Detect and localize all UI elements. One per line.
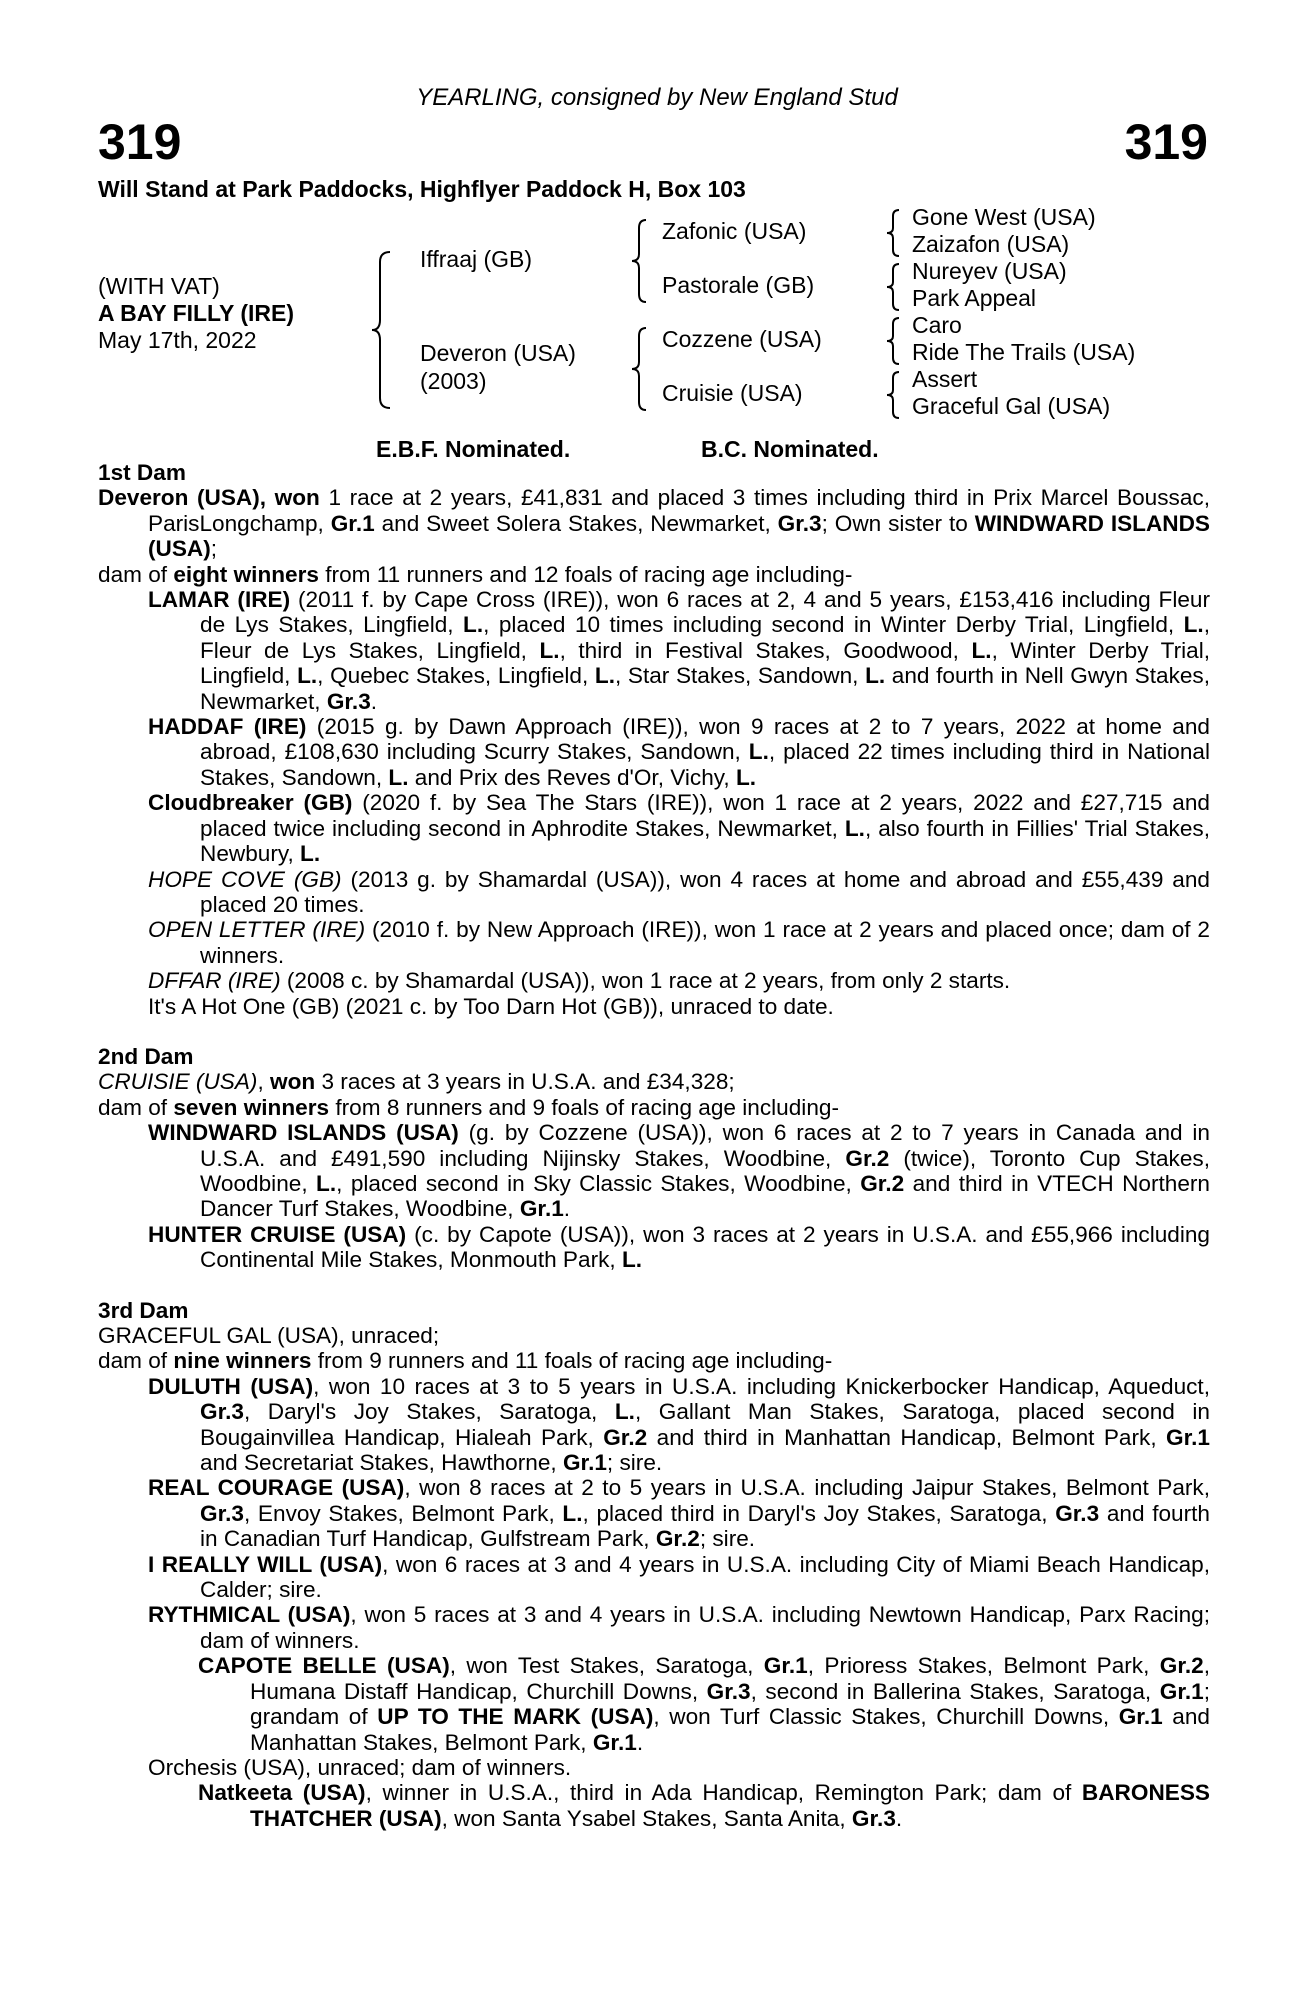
text-run: It's A Hot One (GB) (2021 c. by Too Darn Hot (GB)), unraced to date. bbox=[148, 993, 834, 1019]
text-run: , Daryl's Joy Stakes, Saratoga, bbox=[243, 1399, 615, 1425]
text-run: Gr.1 bbox=[519, 1196, 564, 1222]
text-run: L. bbox=[748, 739, 769, 765]
text-run: . bbox=[370, 688, 378, 714]
text-run: and third in VTECH Northern Dancer Turf Stakes, Woodbine, bbox=[200, 1170, 1210, 1222]
pedigree-brace-5 bbox=[885, 262, 903, 312]
text-run: L. bbox=[297, 663, 318, 689]
text-run: Gr.1 bbox=[330, 510, 375, 536]
text-run: CRUISIE (USA) bbox=[98, 1069, 258, 1095]
text-run: Gr.3 bbox=[706, 1678, 751, 1704]
text-run: Gr.2 bbox=[1159, 1653, 1204, 1679]
text-run: (2010 f. by New Approach (IRE)), won 1 race at 2 years and placed once; dam of 2 winners. bbox=[200, 917, 1211, 968]
text-run: and Sweet Solera Stakes, Newmarket, bbox=[374, 510, 778, 536]
text-run: Gr.2 bbox=[603, 1424, 648, 1450]
text-run: L. bbox=[865, 663, 886, 689]
text-run: Gr.1 bbox=[1159, 1678, 1204, 1704]
bc-nomination: B.C. Nominated. bbox=[701, 436, 879, 462]
text-run: , won 6 races at 3 and 4 years in U.S.A. including City of Miami Beach Handicap, Calder; sire. bbox=[200, 1551, 1210, 1603]
text-run: ; sire. bbox=[699, 1526, 756, 1552]
text-run: (2015 g. by Dawn Approach (IRE)), won 9 races at 2 to 7 years, 2022 at home and abroad, £108,630 including Scurry Stakes, Sandown, bbox=[200, 714, 1210, 765]
dam-paragraph bbox=[98, 485, 1210, 561]
text-run: Gr.1 bbox=[562, 1450, 607, 1476]
progeny-entry bbox=[98, 1475, 1210, 1551]
text-run: , Humana Distaff Handicap, Churchill Downs, bbox=[250, 1653, 1211, 1704]
section-title: 3rd Dam bbox=[98, 1297, 189, 1323]
text-run: WINDWARD ISLANDS (USA) bbox=[148, 510, 1210, 562]
progeny-entry bbox=[98, 790, 1210, 866]
text-run: GRACEFUL GAL (USA), unraced; bbox=[98, 1323, 440, 1348]
pedigree-brace-3 bbox=[630, 326, 650, 412]
dam-paragraph bbox=[98, 562, 1210, 587]
text-run: Gr.2 bbox=[845, 1145, 890, 1171]
text-run: L. bbox=[388, 764, 409, 790]
dam-paragraph bbox=[98, 1323, 1210, 1348]
text-run: . bbox=[563, 1196, 571, 1222]
progeny-entry bbox=[98, 1653, 1210, 1755]
text-run: L. bbox=[562, 1500, 583, 1526]
text-run: and fourth in Canadian Turf Handicap, Gulfstream Park, bbox=[200, 1500, 1210, 1552]
dam-paragraph bbox=[98, 1095, 1210, 1120]
text-run: , won 8 races at 2 to 5 years in U.S.A. including Jaipur Stakes, Belmont Park, bbox=[404, 1475, 1211, 1501]
text-run: won bbox=[270, 1069, 316, 1095]
progeny-entry bbox=[98, 1120, 1210, 1222]
text-run: Cloudbreaker (GB) bbox=[148, 790, 353, 816]
text-run: DFFAR (IRE) bbox=[148, 968, 281, 994]
lot-number-right: 319 bbox=[1124, 114, 1208, 170]
lot-number-left: 319 bbox=[98, 114, 182, 170]
text-run: L. bbox=[971, 637, 992, 663]
text-run: ; Own sister to bbox=[821, 510, 975, 536]
text-run: Deveron (USA), won bbox=[98, 485, 320, 511]
text-run: REAL COURAGE (USA) bbox=[148, 1475, 405, 1501]
text-run: L. bbox=[316, 1170, 337, 1196]
ebf-nomination: E.B.F. Nominated. bbox=[376, 436, 571, 462]
text-run: from 11 runners and 12 foals of racing age including- bbox=[318, 561, 853, 587]
text-run: (c. by Capote (USA)), won 3 races at 2 years in U.S.A. and £55,966 including Continental Mile Stakes, Monmouth Park, bbox=[200, 1221, 1210, 1273]
text-run: nine winners bbox=[173, 1348, 312, 1374]
text-run: , won 5 races at 3 and 4 years in U.S.A. including Newtown Handicap, Parx Racing; dam of winners. bbox=[200, 1602, 1210, 1653]
progeny-entry bbox=[98, 714, 1210, 790]
text-run: , won 10 races at 3 to 5 years in U.S.A. including Knickerbocker Handicap, Aqueduct, bbox=[313, 1373, 1210, 1399]
text-run: DULUTH (USA) bbox=[148, 1373, 314, 1399]
text-run: , won Test Stakes, Saratoga, bbox=[449, 1653, 764, 1679]
stand-info: Will Stand at Park Paddocks, Highflyer Paddock H, Box 103 bbox=[98, 176, 746, 202]
text-run: Gr.1 bbox=[1166, 1424, 1210, 1450]
text-run: Gr.1 bbox=[763, 1653, 808, 1679]
section-title: 2nd Dam bbox=[98, 1043, 194, 1069]
text-run: (2013 g. by Shamardal (USA)), won 4 races at home and abroad and £55,439 and placed 20 times. bbox=[200, 866, 1211, 917]
pedigree-brace-4 bbox=[885, 208, 903, 258]
dam-paragraph bbox=[98, 1069, 1210, 1094]
dam-paragraph bbox=[98, 1348, 1210, 1373]
text-run: Gr.3 bbox=[777, 510, 822, 536]
progeny-entry bbox=[98, 1780, 1210, 1831]
text-run: seven winners bbox=[173, 1094, 330, 1120]
text-run: , placed 10 times including second in Winter Derby Trial, Lingfield, bbox=[483, 612, 1184, 638]
text-run: WINDWARD ISLANDS (USA) bbox=[148, 1120, 459, 1146]
text-run: Gr.1 bbox=[592, 1729, 637, 1755]
pedigree-brace-6 bbox=[885, 316, 903, 366]
text-run: L. bbox=[594, 663, 615, 689]
text-run: ; sire. bbox=[606, 1450, 663, 1476]
text-run: dam of bbox=[98, 561, 174, 587]
text-run: (2020 f. by Sea The Stars (IRE)), won 1 race at 2 years, 2022 and £27,715 and placed twice including second in Aphrodite Stakes, Newmarket, bbox=[200, 790, 1210, 841]
text-run: and Manhattan Stakes, Belmont Park, bbox=[250, 1704, 1210, 1755]
text-run: , bbox=[257, 1069, 270, 1095]
text-run: 3 races at 3 years in U.S.A. and £34,328; bbox=[315, 1069, 735, 1095]
sire: Iffraaj (GB) bbox=[420, 246, 533, 272]
text-run: , placed second in Sky Classic Stakes, Woodbine, bbox=[336, 1170, 861, 1196]
text-run: . bbox=[895, 1805, 903, 1831]
text-run: L. bbox=[844, 815, 865, 841]
progeny-entry bbox=[98, 867, 1210, 918]
dam: Deveron (USA) bbox=[420, 340, 576, 366]
dam-dam: Cruisie (USA) bbox=[662, 380, 803, 406]
text-run: and Prix des Reves d'Or, Vichy, bbox=[408, 764, 736, 790]
progeny-entry bbox=[98, 1222, 1210, 1273]
text-run: LAMAR (IRE) bbox=[148, 587, 291, 613]
text-run: , placed third in Daryl's Joy Stakes, Saratoga, bbox=[582, 1500, 1056, 1526]
text-run: L. bbox=[463, 612, 484, 638]
text-run: L. bbox=[539, 637, 560, 663]
text-run: , Winter Derby Trial, Lingfield, bbox=[200, 637, 1211, 689]
text-run: ; grandam of bbox=[250, 1678, 1210, 1730]
text-run: and Secretariat Stakes, Hawthorne, bbox=[200, 1450, 563, 1476]
text-run: Gr.2 bbox=[860, 1170, 905, 1196]
ancestor-6: Ride The Trails (USA) bbox=[912, 339, 1136, 365]
text-run: Gr.3 bbox=[1055, 1500, 1100, 1526]
ancestor-3: Nureyev (USA) bbox=[912, 258, 1067, 284]
pedigree-brace-1 bbox=[370, 250, 394, 410]
text-run: (2011 f. by Cape Cross (IRE)), won 6 races at 2, 4 and 5 years, £153,416 including Fleur de Lys Stakes, Lingfield, bbox=[200, 587, 1210, 638]
text-run: (2008 c. by Shamardal (USA)), won 1 race at 2 years, from only 2 starts. bbox=[280, 968, 1011, 994]
ancestor-7: Assert bbox=[912, 366, 978, 392]
ancestor-8: Graceful Gal (USA) bbox=[912, 393, 1111, 419]
pedigree-brace-2 bbox=[630, 218, 650, 304]
pedigree-brace-7 bbox=[885, 370, 903, 420]
text-run: ; bbox=[210, 536, 218, 562]
text-run: L. bbox=[300, 841, 321, 867]
dam-year: (2003) bbox=[420, 368, 487, 394]
text-run: Gr.1 bbox=[1118, 1704, 1163, 1730]
progeny-entry bbox=[98, 917, 1210, 968]
catalogue-body bbox=[98, 460, 1210, 1831]
progeny-entry bbox=[98, 968, 1210, 993]
text-run: HOPE COVE (GB) bbox=[148, 866, 342, 892]
sire-dam: Pastorale (GB) bbox=[662, 272, 815, 298]
text-run: Gr.3 bbox=[326, 688, 371, 714]
text-run: . bbox=[636, 1729, 644, 1755]
text-run: , Fleur de Lys Stakes, Lingfield, bbox=[200, 612, 1210, 663]
lot-name: A BAY FILLY (IRE) bbox=[98, 300, 294, 326]
progeny-entry bbox=[98, 1755, 1210, 1780]
ancestor-5: Caro bbox=[912, 312, 962, 338]
text-run: I REALLY WILL (USA) bbox=[148, 1551, 383, 1577]
text-run: HADDAF (IRE) bbox=[148, 714, 307, 740]
text-run: Gr.3 bbox=[200, 1399, 244, 1425]
foaling-date: May 17th, 2022 bbox=[98, 327, 257, 353]
ancestor-4: Park Appeal bbox=[912, 285, 1037, 311]
text-run: Gr.2 bbox=[655, 1526, 700, 1552]
text-run: , won Turf Classic Stakes, Churchill Downs, bbox=[653, 1704, 1119, 1730]
section-gap bbox=[98, 1273, 1210, 1298]
text-run: from 8 runners and 9 foals of racing age including- bbox=[329, 1094, 839, 1120]
progeny-entry bbox=[98, 587, 1210, 714]
text-run: OPEN LETTER (IRE) bbox=[148, 917, 366, 943]
section-gap bbox=[98, 1019, 1210, 1044]
text-run: and third in Manhattan Handicap, Belmont Park, bbox=[647, 1424, 1167, 1450]
text-run: , Quebec Stakes, Lingfield, bbox=[317, 663, 595, 689]
section-title: 1st Dam bbox=[98, 460, 186, 485]
text-run: RYTHMICAL (USA) bbox=[148, 1602, 351, 1628]
text-run: , winner in U.S.A., third in Ada Handicap, Remington Park; dam of bbox=[365, 1780, 1082, 1806]
text-run: (twice), Toronto Cup Stakes, Woodbine, bbox=[200, 1145, 1210, 1196]
text-run: , Envoy Stakes, Belmont Park, bbox=[243, 1500, 563, 1526]
text-run: HUNTER CRUISE (USA) bbox=[148, 1221, 407, 1247]
text-run: Gr.3 bbox=[851, 1805, 896, 1831]
text-run: 1 race at 2 years, £41,831 and placed 3 times including third in Prix Marcel Boussac, ParisLongchamp, bbox=[148, 485, 1210, 536]
text-run: dam of bbox=[98, 1348, 174, 1374]
text-run: , third in Festival Stakes, Goodwood, bbox=[559, 637, 972, 663]
text-run: L. bbox=[614, 1399, 635, 1425]
text-run: CAPOTE BELLE (USA) bbox=[198, 1653, 450, 1679]
text-run: (g. by Cozzene (USA)), won 6 races at 2 to 7 years in Canada and in U.S.A. and £491,590 including Nijinsky Stakes, Woodbine, bbox=[200, 1120, 1210, 1171]
text-run: Orchesis (USA), unraced; dam of winners. bbox=[148, 1754, 572, 1780]
text-run: UP TO THE MARK (USA) bbox=[377, 1704, 654, 1730]
catalogue-header: YEARLING, consigned by New England Stud bbox=[416, 84, 898, 111]
progeny-entry bbox=[98, 994, 1210, 1019]
text-run: L. bbox=[1183, 612, 1204, 638]
text-run: from 9 runners and 11 foals of racing age including- bbox=[311, 1348, 833, 1374]
text-run: and fourth in Nell Gwyn Stakes, Newmarket, bbox=[200, 663, 1211, 714]
progeny-entry bbox=[98, 1602, 1210, 1653]
text-run: dam of bbox=[98, 1094, 174, 1120]
text-run: Gr.3 bbox=[200, 1500, 244, 1526]
text-run: L. bbox=[621, 1247, 643, 1273]
text-run: , placed 22 times including third in National Stakes, Sandown, bbox=[200, 739, 1210, 790]
text-run: , won Santa Ysabel Stakes, Santa Anita, bbox=[441, 1805, 852, 1831]
text-run: , also fourth in Fillies' Trial Stakes, Newbury, bbox=[200, 815, 1210, 867]
text-run: L. bbox=[735, 764, 757, 790]
sire-sire: Zafonic (USA) bbox=[662, 218, 807, 244]
text-run: , Gallant Man Stakes, Saratoga, placed second in Bougainvillea Handicap, Hialeah Park, bbox=[200, 1399, 1210, 1450]
text-run: , Star Stakes, Sandown, bbox=[614, 663, 866, 689]
text-run: Natkeeta (USA) bbox=[198, 1780, 366, 1806]
text-run: eight winners bbox=[173, 561, 319, 587]
ancestor-1: Gone West (USA) bbox=[912, 204, 1096, 230]
text-run: , Prioress Stakes, Belmont Park, bbox=[807, 1653, 1160, 1679]
dam-sire: Cozzene (USA) bbox=[662, 326, 822, 352]
vat-note: (WITH VAT) bbox=[98, 273, 220, 299]
ancestor-2: Zaizafon (USA) bbox=[912, 231, 1070, 257]
progeny-entry bbox=[98, 1374, 1210, 1476]
progeny-entry bbox=[98, 1552, 1210, 1603]
text-run: , second in Ballerina Stakes, Saratoga, bbox=[750, 1678, 1160, 1704]
text-run: BARONESS THATCHER (USA) bbox=[250, 1780, 1210, 1831]
